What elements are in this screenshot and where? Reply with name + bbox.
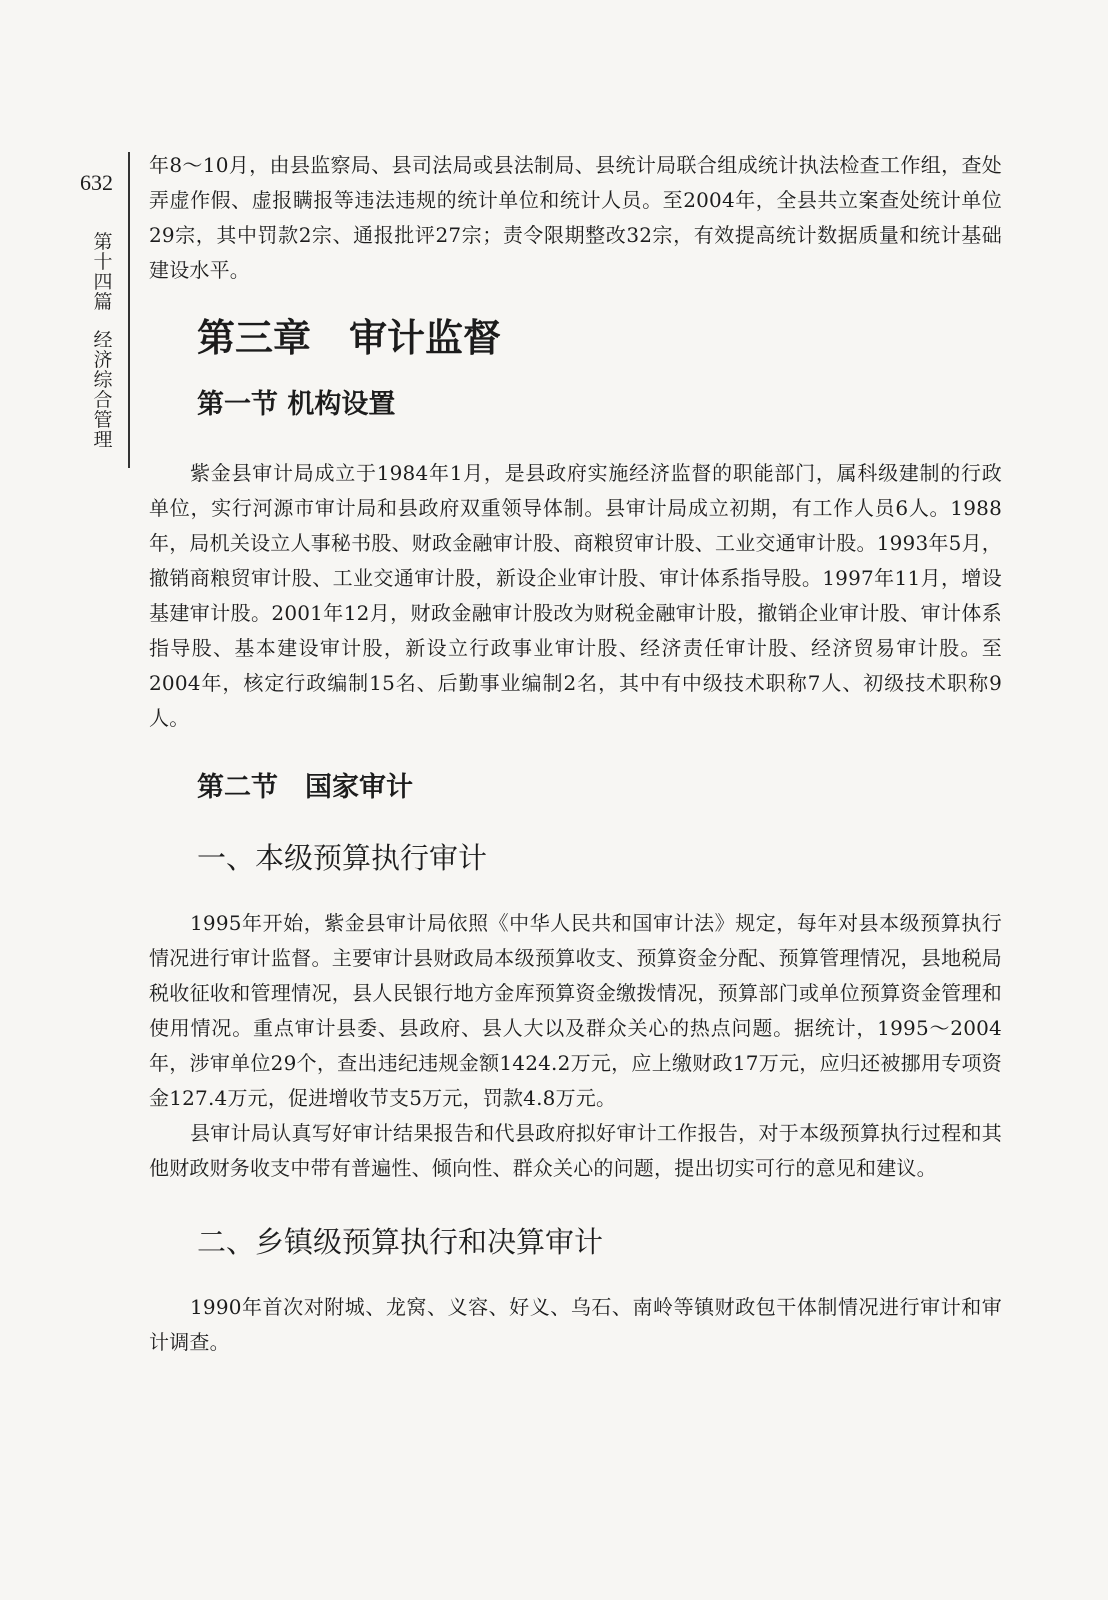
running-part-name: 经济综合管理 [93, 329, 113, 451]
subsection-1-paragraph-2: 县审计局认真写好审计结果报告和代县政府拟好审计工作报告，对于本级预算执行过程和其他财政财务收支中带有普遍性、倾向性、群众关心的问题，提出切实可行的意见和建议。 [149, 1121, 1002, 1180]
section-1-paragraph: 紫金县审计局成立于1984年1月，是县政府实施经济监督的职能部门，属科级建制的行政单位，实行河源市审计局和县政府双重领导体制。县审计局成立初期，有工作人员6人。1988年，局机关设立人事秘书股、财政金融审计股、商粮贸审计股、工业交通审计股。1993年5月，撤销商粮贸审计股、工业交通审计股，新设企业审计股、审计体系指导股。1997年11月，增设基建审计股。2001年12月，财政金融审计股改为财税金融审计股，撤销企业审计股、审计体系指导股、基本建设审计股，新设立行政事业审计股、经济责任审计股、经济贸易审计股。至2004年，核定行政编制15名、后勤事业编制2名，其中有中级技术职称7人、初级技术职称9人。 [149, 461, 1002, 730]
section-title-1: 第一节 机构设置 [197, 389, 396, 420]
subsection-1-paragraph-1: 1995年开始，紫金县审计局依照《中华人民共和国审计法》规定，每年对县本级预算执行情况进行审计监督。主要审计县财政局本级预算收支、预算资金分配、预算管理情况，县地税局税收征收和管理情况，县人民银行地方金库预算资金缴拨情况，预算部门或单位预算资金管理和使用情况。重点审计县委、县政府、县人大以及群众关心的热点问题。据统计，1995～2004年，涉审单位29个，查出违纪违规金额1424.2万元，应上缴财政17万元，应归还被挪用专项资金127.4万元，促进增收节支5万元，罚款4.8万元。 [149, 911, 1002, 1110]
margin-rule [128, 152, 130, 468]
page-number: 632 [80, 170, 113, 195]
running-part-label: 第十四篇 [93, 231, 113, 313]
section-title-2: 第二节 国家审计 [197, 772, 413, 803]
chapter-title: 第三章 审计监督 [197, 316, 502, 360]
continued-paragraph: 年8～10月，由县监察局、县司法局或县法制局、县统计局联合组成统计执法检查工作组，查处弄虚作假、虚报瞒报等违法违规的统计单位和统计人员。至2004年，全县共立案查处统计单位29宗，其中罚款2宗、通报批评27宗；责令限期整改32宗，有效提高统计数据质量和统计基础建设水平。 [149, 153, 1002, 282]
subsection-title-1: 一、本级预算执行审计 [197, 841, 488, 875]
page-content [149, 148, 1002, 1360]
subsection-2-paragraph: 1990年首次对附城、龙窝、义容、好义、乌石、南岭等镇财政包干体制情况进行审计和审计调查。 [149, 1295, 1002, 1354]
subsection-title-2: 二、乡镇级预算执行和决算审计 [197, 1225, 604, 1259]
